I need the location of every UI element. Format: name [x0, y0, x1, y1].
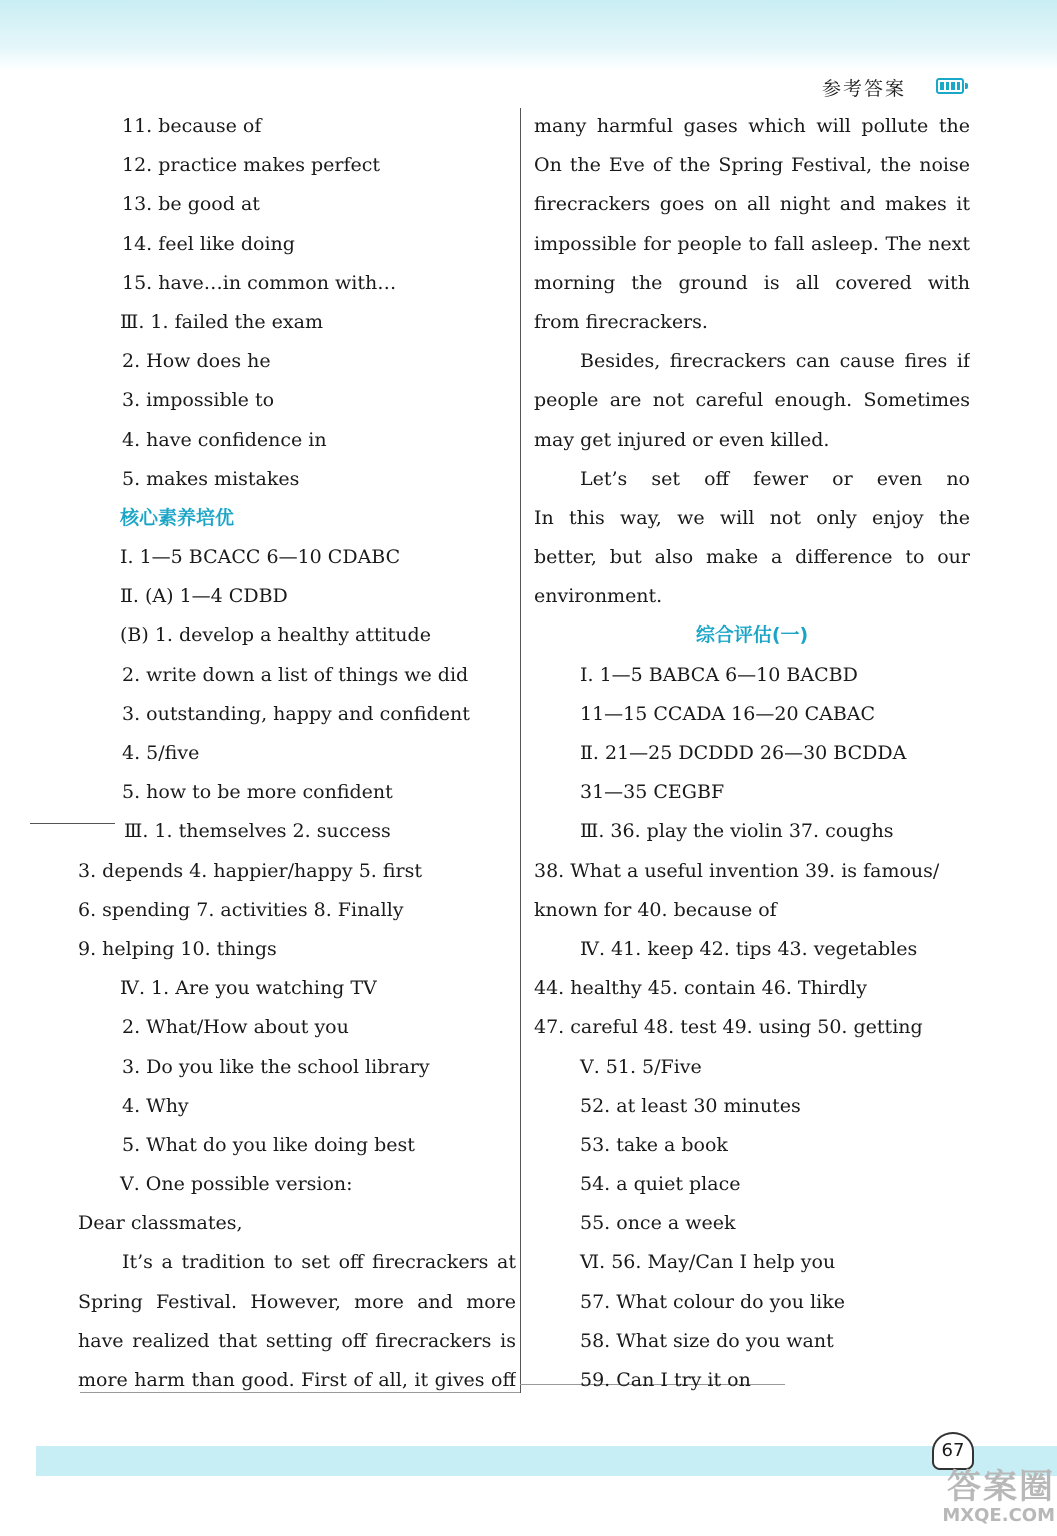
watermark-url: MXQE.COM [942, 1505, 1055, 1526]
answer-line: 52. at least 30 minutes [580, 1094, 801, 1117]
answer-line: Spring Festival. However, more and more [78, 1290, 516, 1313]
answer-line: 5. how to be more confident [122, 781, 393, 804]
answer-line: known for 40. because of [534, 898, 777, 921]
answer-line: Ⅲ. 1. themselves 2. success [124, 820, 391, 843]
answer-line: Dear classmates, [78, 1212, 243, 1235]
page-number: 67 [932, 1432, 974, 1470]
answer-line: Let’s set off fewer or even no [580, 467, 970, 490]
answer-line: have realized that setting off firecrackers is [78, 1329, 516, 1352]
answer-line: 55. once a week [580, 1212, 736, 1235]
answer-line: more harm than good. First of all, it gives off [78, 1369, 516, 1391]
answer-line: 11—15 CCADA 16—20 CABAC [580, 702, 876, 725]
answer-line: 4. 5/five [122, 742, 200, 764]
answer-line: 47. careful 48. test 49. using 50. getting [534, 1016, 923, 1039]
answer-line: better, but also make a difference to our [534, 546, 970, 569]
answer-line: from firecrackers. [534, 310, 708, 333]
answer-line: people are not careful enough. Sometimes [534, 389, 970, 412]
answer-line: 57. What colour do you like [580, 1290, 845, 1313]
answer-line: Ⅱ. 21—25 DCDDD 26—30 BCDDA [580, 742, 907, 764]
answer-line: 58. What size do you want [580, 1329, 834, 1352]
page-header-label: 参考答案 [822, 78, 907, 100]
column-divider [520, 108, 521, 1393]
answer-line: Ⅴ. One possible version: [120, 1173, 353, 1196]
answer-line: morning the ground is all covered with [534, 271, 970, 294]
answer-line: may get injured or even killed. [534, 428, 830, 451]
answer-line: 13. be good at [122, 193, 260, 216]
answer-line: 2. How does he [122, 350, 271, 373]
answer-line: Ⅰ. 1—5 BABCA 6—10 BACBD [580, 663, 858, 686]
answer-line: Besides, firecrackers can cause fires if [580, 350, 970, 373]
answer-line: Ⅱ. (A) 1—4 CDBD [120, 585, 288, 608]
answer-line: (B) 1. develop a healthy attitude [120, 624, 431, 647]
answer-line: On the Eve of the Spring Festival, the noise [534, 154, 970, 177]
answer-line: 14. feel like doing [122, 232, 295, 255]
answer-line: 6. spending 7. activities 8. Finally [78, 898, 404, 921]
right-answer-column [534, 107, 970, 1400]
answer-line: 38. What a useful invention 39. is famous/ [534, 859, 940, 882]
answer-line: 5. What do you like doing best [122, 1133, 415, 1156]
answer-line: 2. What/How about you [122, 1016, 349, 1039]
answer-line: 2. write down a list of things we did [122, 663, 469, 686]
answer-line: impossible for people to fall asleep. The next [534, 232, 970, 255]
answer-line: In this way, we will not only enjoy the [534, 506, 970, 529]
answer-line: 31—35 CEGBF [580, 781, 725, 804]
header-band [0, 0, 1057, 70]
answer-line: 54. a quiet place [580, 1173, 741, 1196]
answer-line: 4. have confidence in [122, 428, 327, 451]
section-heading: 综合评估(一) [695, 624, 809, 647]
answer-line: Ⅴ. 51. 5/Five [580, 1055, 702, 1078]
left-answer-column [78, 107, 516, 1400]
answer-line: 59. Can I try it on [580, 1369, 751, 1391]
answer-line: Ⅲ. 36. play the violin 37. coughs [580, 820, 894, 843]
answer-line: Ⅳ. 1. Are you watching TV [120, 977, 377, 1000]
footer-band [36, 1446, 1057, 1476]
answer-line: It’s a tradition to set off firecrackers at [122, 1251, 516, 1274]
answer-line: Ⅵ. 56. May/Can I help you [580, 1251, 836, 1274]
answer-line: 3. impossible to [122, 389, 275, 412]
answer-line: 44. healthy 45. contain 46. Thirdly [534, 977, 867, 1000]
section-heading: 核心素养培优 [120, 506, 235, 529]
answer-line: Ⅳ. 41. keep 42. tips 43. vegetables [580, 937, 918, 960]
answer-line: many harmful gases which will pollute the [534, 115, 970, 137]
answer-line: Ⅲ. 1. failed the exam [120, 310, 323, 333]
battery-icon [936, 78, 964, 94]
watermark-logo [935, 1468, 1055, 1528]
answer-line: 5. makes mistakes [122, 467, 300, 490]
answer-line: 11. because of [122, 115, 262, 137]
answer-line: 4. Why [122, 1094, 189, 1117]
answer-line: 53. take a book [580, 1133, 728, 1156]
answer-line: environment. [534, 585, 663, 608]
answer-line: 15. have…in common with… [122, 271, 397, 294]
answer-line: 3. outstanding, happy and confident [122, 702, 470, 725]
watermark-text: 答案圈 [947, 1467, 1055, 1507]
answer-line: 3. Do you like the school library [122, 1055, 430, 1078]
answer-line: 12. practice makes perfect [122, 154, 381, 177]
answer-line: Ⅰ. 1—5 BCACC 6—10 CDABC [120, 546, 401, 569]
answer-line: 3. depends 4. happier/happy 5. first [78, 859, 423, 882]
answer-line: firecrackers goes on all night and makes it [534, 193, 970, 216]
answer-line: 9. helping 10. things [78, 937, 277, 960]
